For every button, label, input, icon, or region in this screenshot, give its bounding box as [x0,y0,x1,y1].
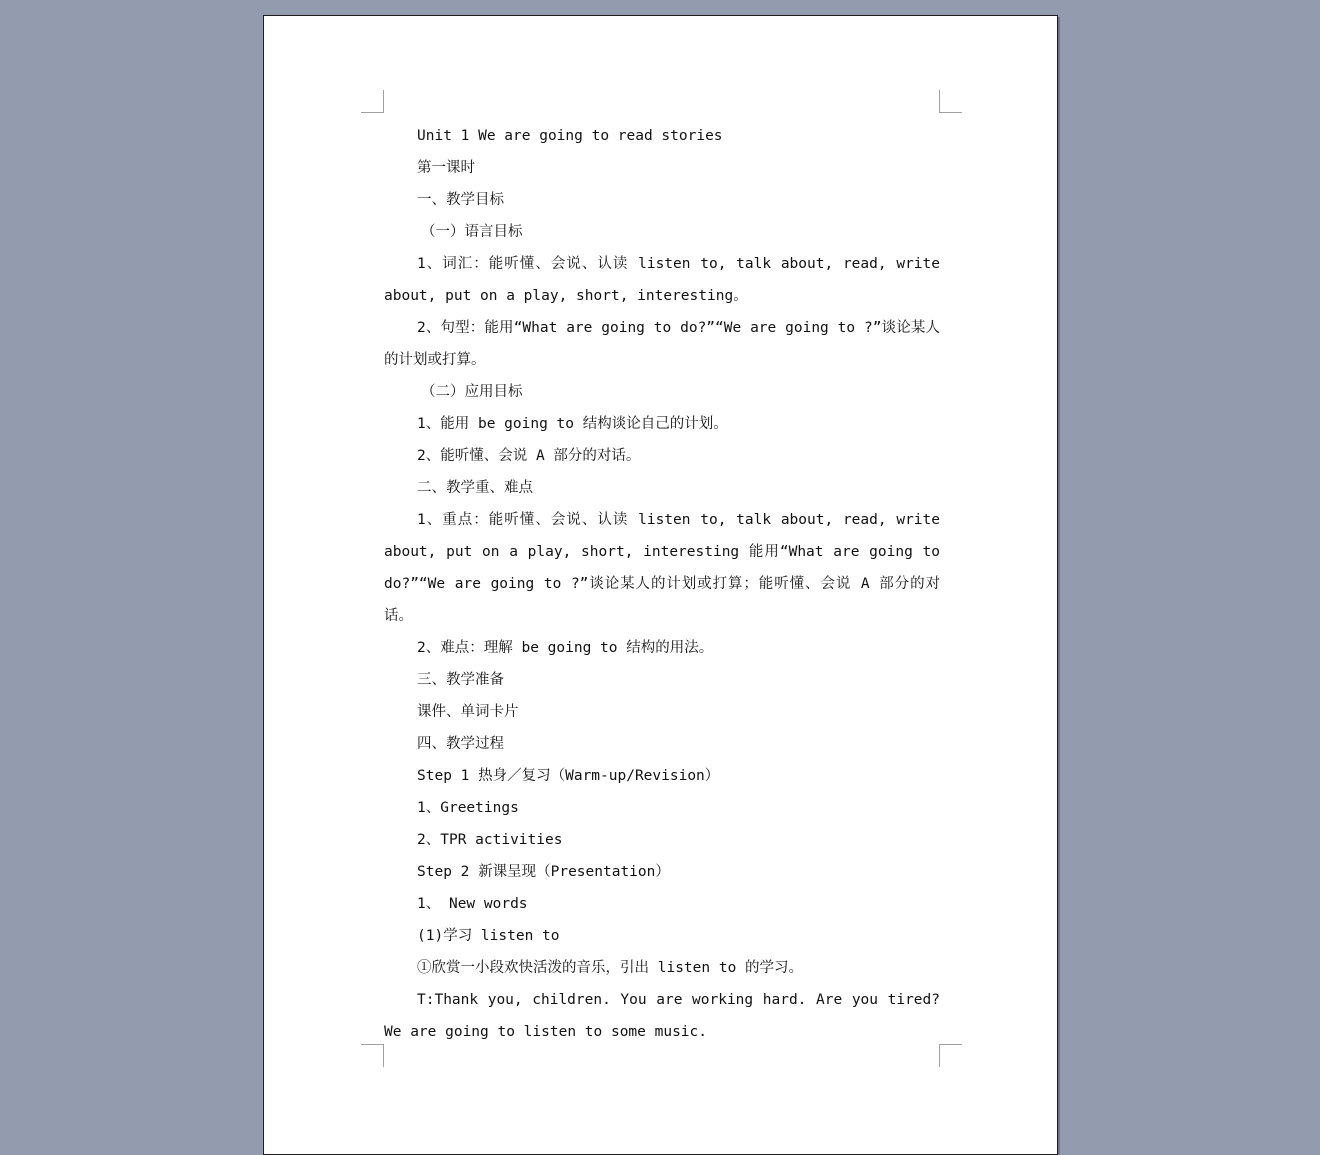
subsection-heading[interactable]: （一）语言目标 [421,224,523,240]
margin-corner-mark [361,90,384,113]
body-paragraph[interactable]: 2、句型：能用“What are going to do?”“We are going to ?”谈论某人的计划或打算。 [384,320,940,368]
body-paragraph[interactable]: T:Thank you, children. You are working hard. Are you tired? We are going to listen to some music. [384,992,940,1040]
margin-corner-mark [939,1044,962,1067]
section-heading[interactable]: 一、教学目标 [417,192,504,208]
list-item[interactable]: 2、TPR activities [417,832,563,848]
body-paragraph[interactable]: 1、词汇：能听懂、会说、认读 listen to, talk about, read, write about, put on a play, short, interesting。 [384,256,940,304]
unit-title[interactable]: Unit 1 We are going to read stories [417,128,723,144]
body-paragraph[interactable]: 课件、单词卡片 [417,704,519,720]
document-body[interactable] [384,120,940,1048]
list-item[interactable]: (1)学习 listen to [417,928,560,944]
step-heading[interactable]: Step 2 新课呈现（Presentation） [417,864,670,880]
section-heading[interactable]: 三、教学准备 [417,672,504,688]
margin-corner-mark [361,1044,384,1067]
body-paragraph[interactable]: 2、能听懂、会说 A 部分的对话。 [417,448,641,464]
section-heading[interactable]: 四、教学过程 [417,736,504,752]
body-paragraph[interactable]: 2、难点：理解 be going to 结构的用法。 [417,640,714,656]
body-paragraph[interactable]: 1、重点：能听懂、会说、认读 listen to, talk about, read, write about, put on a play, short, interesting 能用“What are going to do?”“We are going to ?”谈论某人的计划或打算；能听懂、会说 A 部分的对话。 [384,512,940,624]
lesson-label[interactable]: 第一课时 [417,160,475,176]
subsection-heading[interactable]: （二）应用目标 [421,384,523,400]
document-page[interactable] [263,15,1058,1155]
list-item[interactable]: 1、Greetings [417,800,519,816]
step-heading[interactable]: Step 1 热身／复习（Warm-up/Revision） [417,768,720,784]
body-paragraph[interactable]: 1、能用 be going to 结构谈论自己的计划。 [417,416,728,432]
section-heading[interactable]: 二、教学重、难点 [417,480,533,496]
list-item[interactable]: ①欣赏一小段欢快活泼的音乐，引出 listen to 的学习。 [417,960,804,976]
list-item[interactable]: 1、 New words [417,896,528,912]
margin-corner-mark [939,90,962,113]
